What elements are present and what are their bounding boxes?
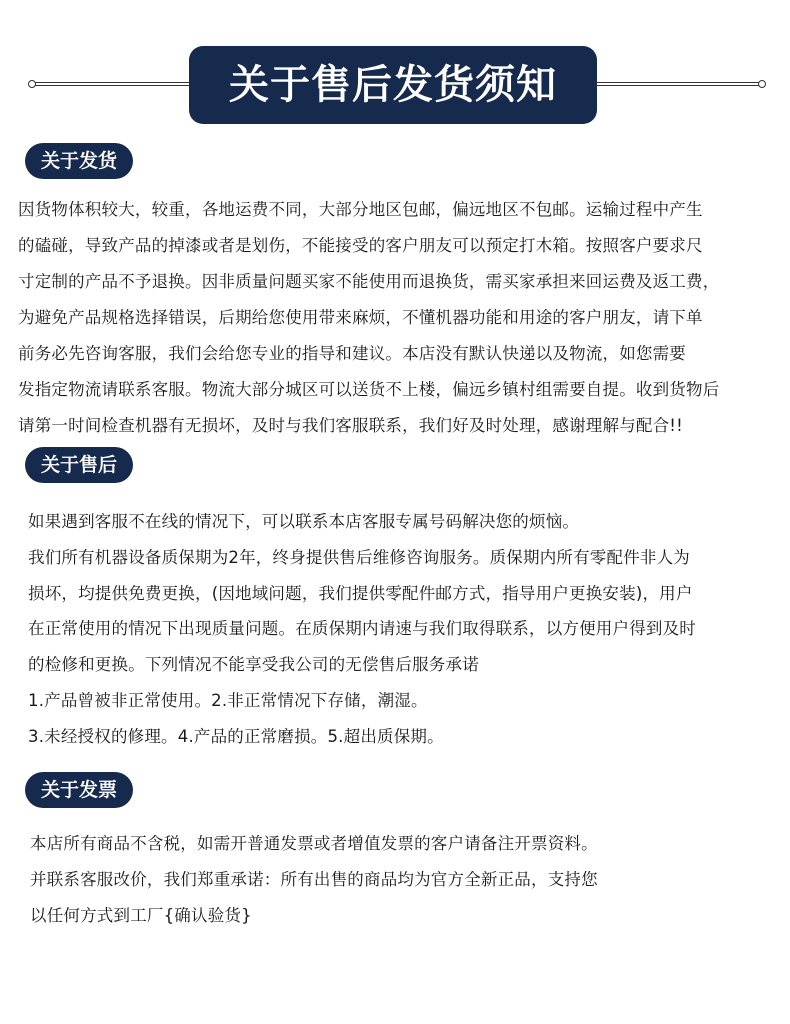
paragraph-line: 为避免产品规格选择错误，后期给您使用带来麻烦，不懂机器功能和用途的客户朋友，请下单 — [18, 308, 703, 327]
paragraph-line: 的检修和更换。下列情况不能享受我公司的无偿售后服务承诺 — [28, 655, 479, 675]
page-header — [0, 46, 790, 124]
paragraph-line: 的磕碰，导致产品的掉漆或者是划伤，不能接受的客户朋友可以预定打木箱。按照客户要求尺 — [18, 236, 703, 255]
paragraph-line: 发指定物流请联系客服。物流大部分城区可以送货不上楼，偏远乡镇村组需要自提。收到货物后 — [18, 380, 720, 399]
section-heading-shipping: 关于发货 — [25, 143, 133, 179]
paragraph-line: 以任何方式到工厂{确认验货} — [30, 906, 252, 925]
paragraph-line: 3.未经授权的修理。4.产品的正常磨损。5.超出质保期。 — [28, 726, 444, 746]
paragraph-line: 损坏，均提供免费更换，(因地域问题，我们提供零配件邮方式，指导用户更换安装)，用户 — [28, 583, 693, 603]
paragraph-line: 请第一时间检查机器有无损坏，及时与我们客服联系，我们好及时处理，感谢理解与配合!! — [18, 416, 683, 435]
paragraph-line: 并联系客服改价，我们郑重承诺：所有出售的商品均为官方全新正品，支持您 — [30, 870, 598, 889]
header-decor-line-right — [594, 82, 762, 86]
paragraph-line: 因货物体积较大，较重，各地运费不同，大部分地区包邮，偏远地区不包邮。运输过程中产生 — [18, 200, 703, 219]
paragraph-line: 本店所有商品不含税，如需开普通发票或者增值发票的客户请备注开票资料。 — [30, 834, 598, 853]
page-title: 关于售后发货须知 — [189, 46, 597, 124]
paragraph-line: 1.产品曾被非正常使用。2.非正常情况下存储，潮湿。 — [28, 690, 428, 710]
header-decor-cap-left — [28, 80, 36, 88]
paragraph-line: 如果遇到客服不在线的情况下，可以联系本店客服专属号码解决您的烦恼。 — [28, 512, 580, 531]
section-heading-after-sales: 关于售后 — [25, 447, 133, 483]
paragraph-line: 在正常使用的情况下出现质量问题。在质保期内请速与我们取得联系，以方便用户得到及时 — [28, 619, 696, 639]
paragraph-line: 寸定制的产品不予退换。因非质量问题买家不能使用而退换货，需买家承担来回运费及返工费， — [18, 272, 720, 291]
header-decor-cap-right — [758, 80, 766, 88]
section-heading-invoice: 关于发票 — [25, 772, 133, 808]
paragraph-line: 我们所有机器设备质保期为2年，终身提供售后维修咨询服务。质保期内所有零配件非人为 — [28, 547, 690, 567]
header-decor-line-left — [32, 82, 194, 86]
paragraph-line: 前务必先咨询客服，我们会给您专业的指导和建议。本店没有默认快递以及物流，如您需要 — [18, 344, 686, 363]
section-body-invoice — [30, 826, 598, 934]
section-body-shipping — [18, 192, 719, 444]
section-body-after-sales — [28, 504, 696, 755]
